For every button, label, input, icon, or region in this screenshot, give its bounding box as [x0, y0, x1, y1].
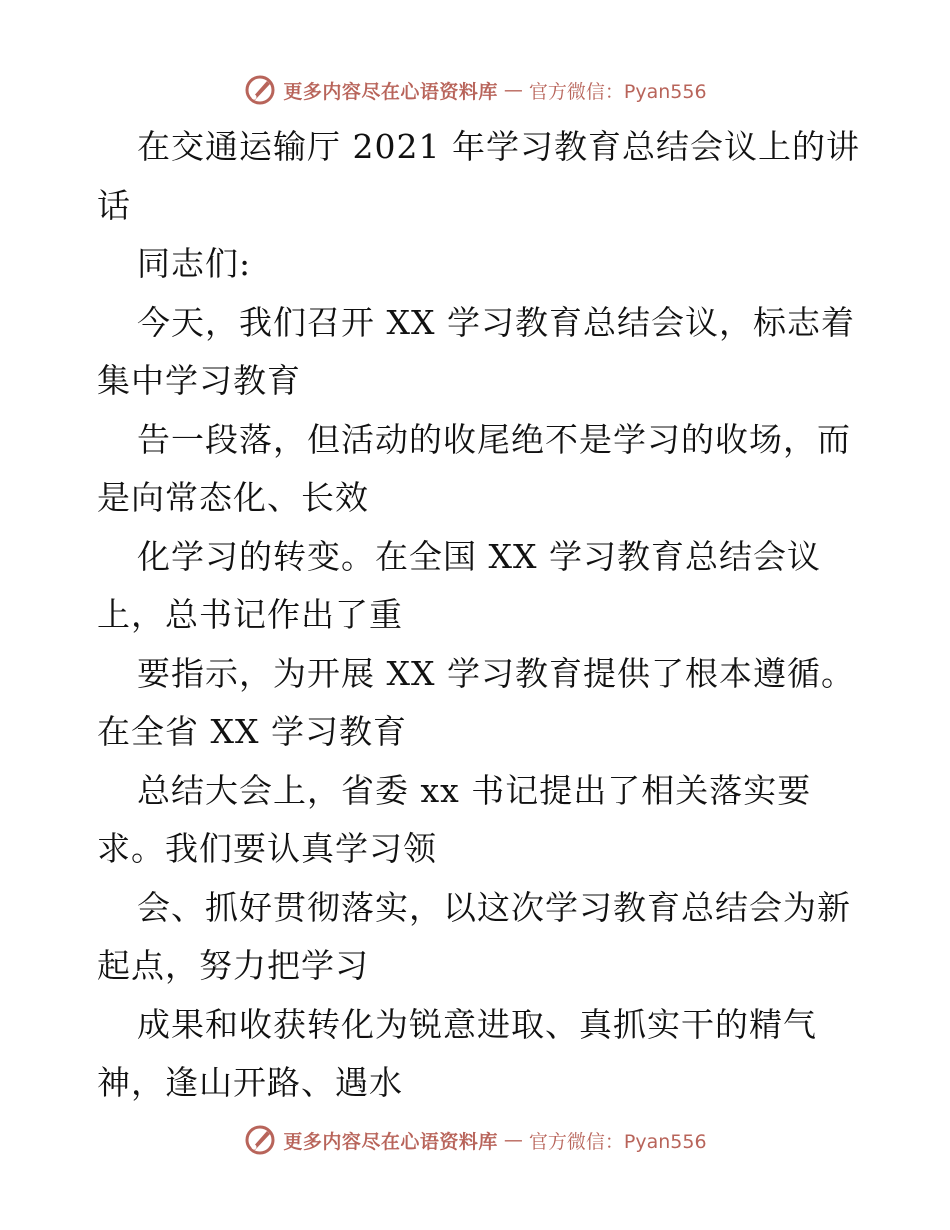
document-line: 今天，我们召开 XX 学习教育总结会议，标志着 [137, 302, 855, 342]
document-line: 成果和收获转化为锐意进取、真抓实干的精气 [137, 1004, 817, 1044]
banner-brand-text: 更多内容尽在心语资料库 [283, 80, 498, 103]
document-line: 同志们: [137, 244, 252, 283]
banner-wechat-text: 官方微信：Pyan556 [528, 1130, 707, 1153]
document-body [97, 118, 867, 1113]
document-line: 话 [97, 185, 131, 225]
document-line: 上，总书记作出了重 [97, 595, 403, 634]
document-line: 求。我们要认真学习领 [97, 829, 437, 868]
document-line: 总结大会上，省委 xx 书记提出了相关落实要 [137, 770, 812, 810]
document-line: 是向常态化、长效 [97, 478, 369, 517]
document-line: 告一段落，但活动的收尾绝不是学习的收场，而 [137, 419, 851, 459]
document-line: 要指示，为开展 XX 学习教育提供了根本遵循。 [137, 653, 855, 693]
document-line: 集中学习教育 [97, 361, 301, 400]
document-line: 化学习的转变。在全国 XX 学习教育总结会议 [137, 536, 821, 576]
document-line: 会、抓好贯彻落实，以这次学习教育总结会为新 [137, 887, 851, 927]
document-line: 在全省 XX 学习教育 [97, 712, 407, 751]
header-banner [0, 70, 950, 110]
document-line: 在交通运输厅 2021 年学习教育总结会议上的讲 [137, 127, 860, 166]
document-line: 起点，努力把学习 [97, 946, 369, 985]
banner-brand-text: 更多内容尽在心语资料库 [283, 1130, 498, 1153]
banner-separator: — [503, 1129, 523, 1151]
quill-logo-icon [243, 73, 277, 107]
document-line: 神，逢山开路、遇水 [97, 1063, 403, 1102]
quill-logo-icon [243, 1123, 277, 1157]
footer-banner [0, 1120, 950, 1160]
banner-wechat-text: 官方微信：Pyan556 [528, 80, 707, 103]
banner-separator: — [503, 79, 523, 101]
